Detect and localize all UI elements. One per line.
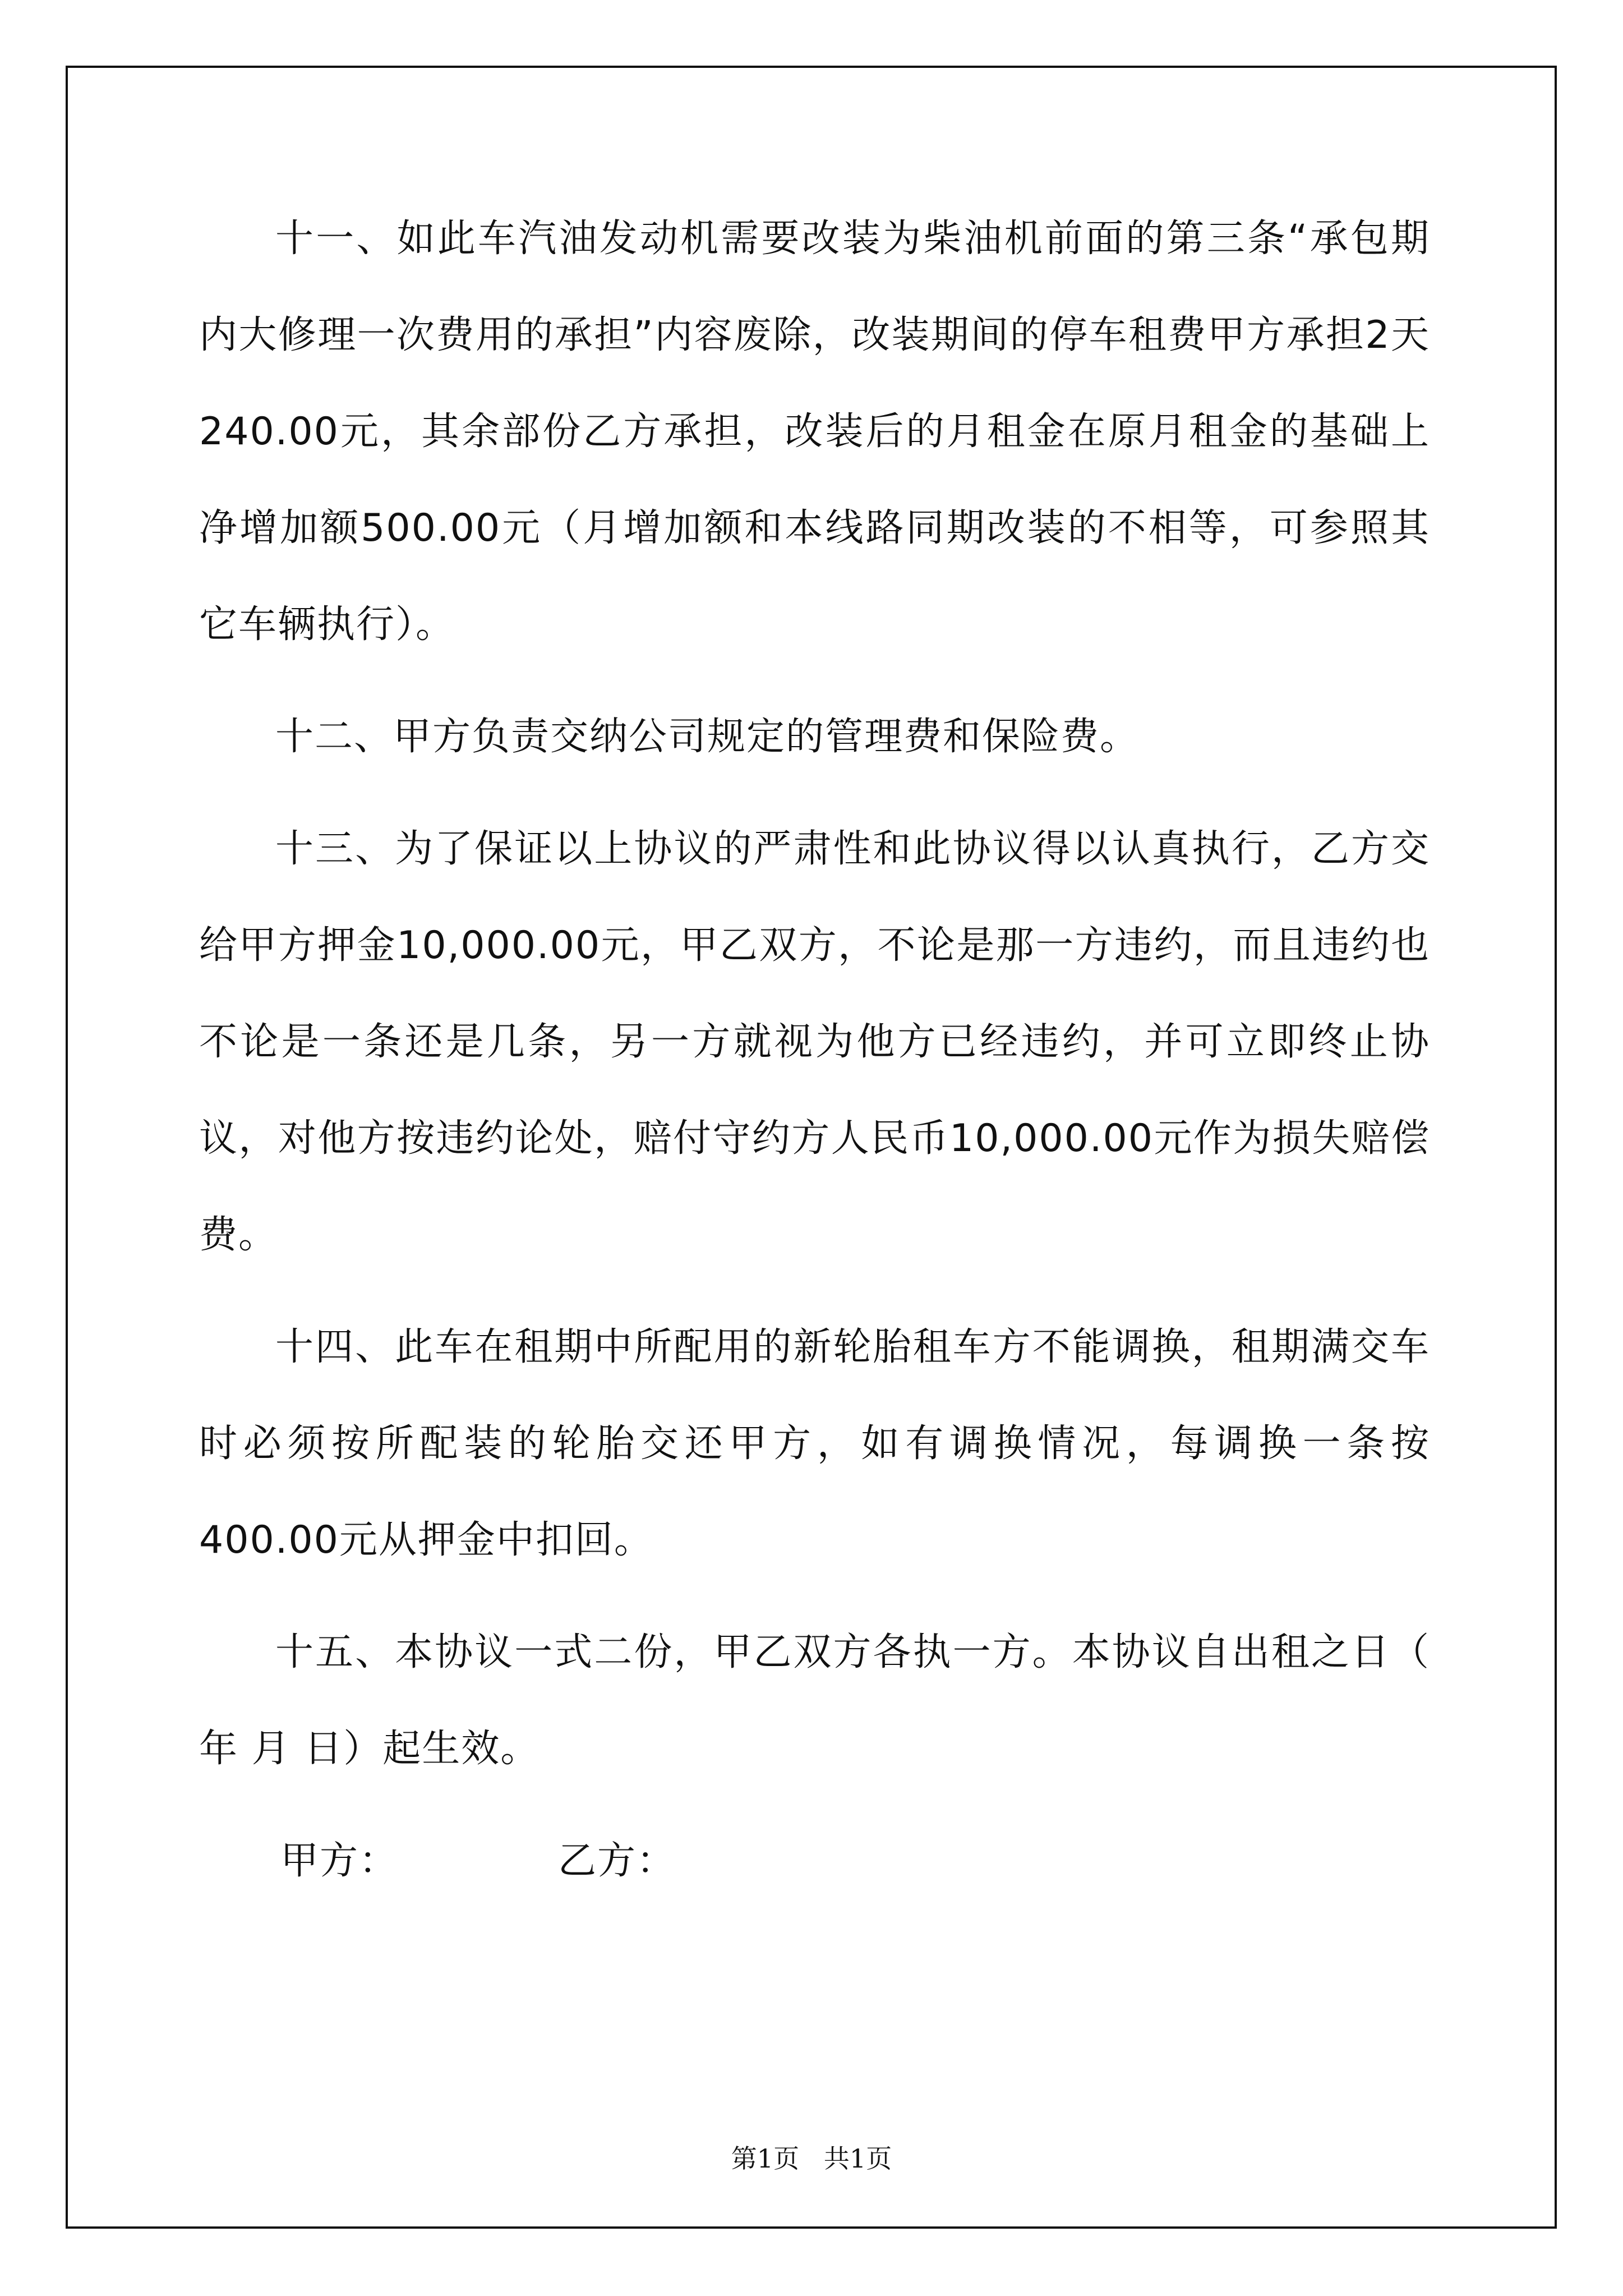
clause-14: 十四、此车在租期中所配用的新轮胎租车方不能调换，租期满交车时必须按所配装的轮胎交还甲方，如有调换情况，每调换一条按400.00元从押金中扣回。 — [199, 1325, 1430, 1562]
page-number-footer: 第1页 共1页 — [731, 2143, 892, 2174]
document-body — [199, 191, 1430, 1910]
clause-13: 十三、为了保证以上协议的严肃性和此协议得以认真执行，乙方交给甲方押金10,000.00元，甲乙双方，不论是那一方违约，而且违约也不论是一条还是几条，另一方就视为他方已经违约，并可立即终止协议，对他方按违约论处，赔付守约方人民币10,000.00元作为损失赔偿费。 — [199, 827, 1430, 1257]
signature-row — [199, 1813, 1430, 1910]
clause-11: 十一、如此车汽油发动机需要改装为柴油机前面的第三条“承包期内大修理一次费用的承担”内容废除，改装期间的停车租费甲方承担2天240.00元，其余部份乙方承担，改装后的月租金在原月租金的基础上净增加额500.00元（月增加额和本线路同期改装的不相等，可参照其它车辆执行）。 — [199, 217, 1430, 647]
clause-12: 十二、甲方负责交纳公司规定的管理费和保险费。 — [275, 715, 1140, 759]
party-b-signature-label: 乙方： — [558, 1839, 676, 1883]
party-a-signature-label: 甲方： — [280, 1839, 399, 1883]
clause-15: 十五、本协议一式二份，甲乙双方各执一方。本协议自出租之日（ 年 月 日）起生效。 — [199, 1630, 1430, 1771]
